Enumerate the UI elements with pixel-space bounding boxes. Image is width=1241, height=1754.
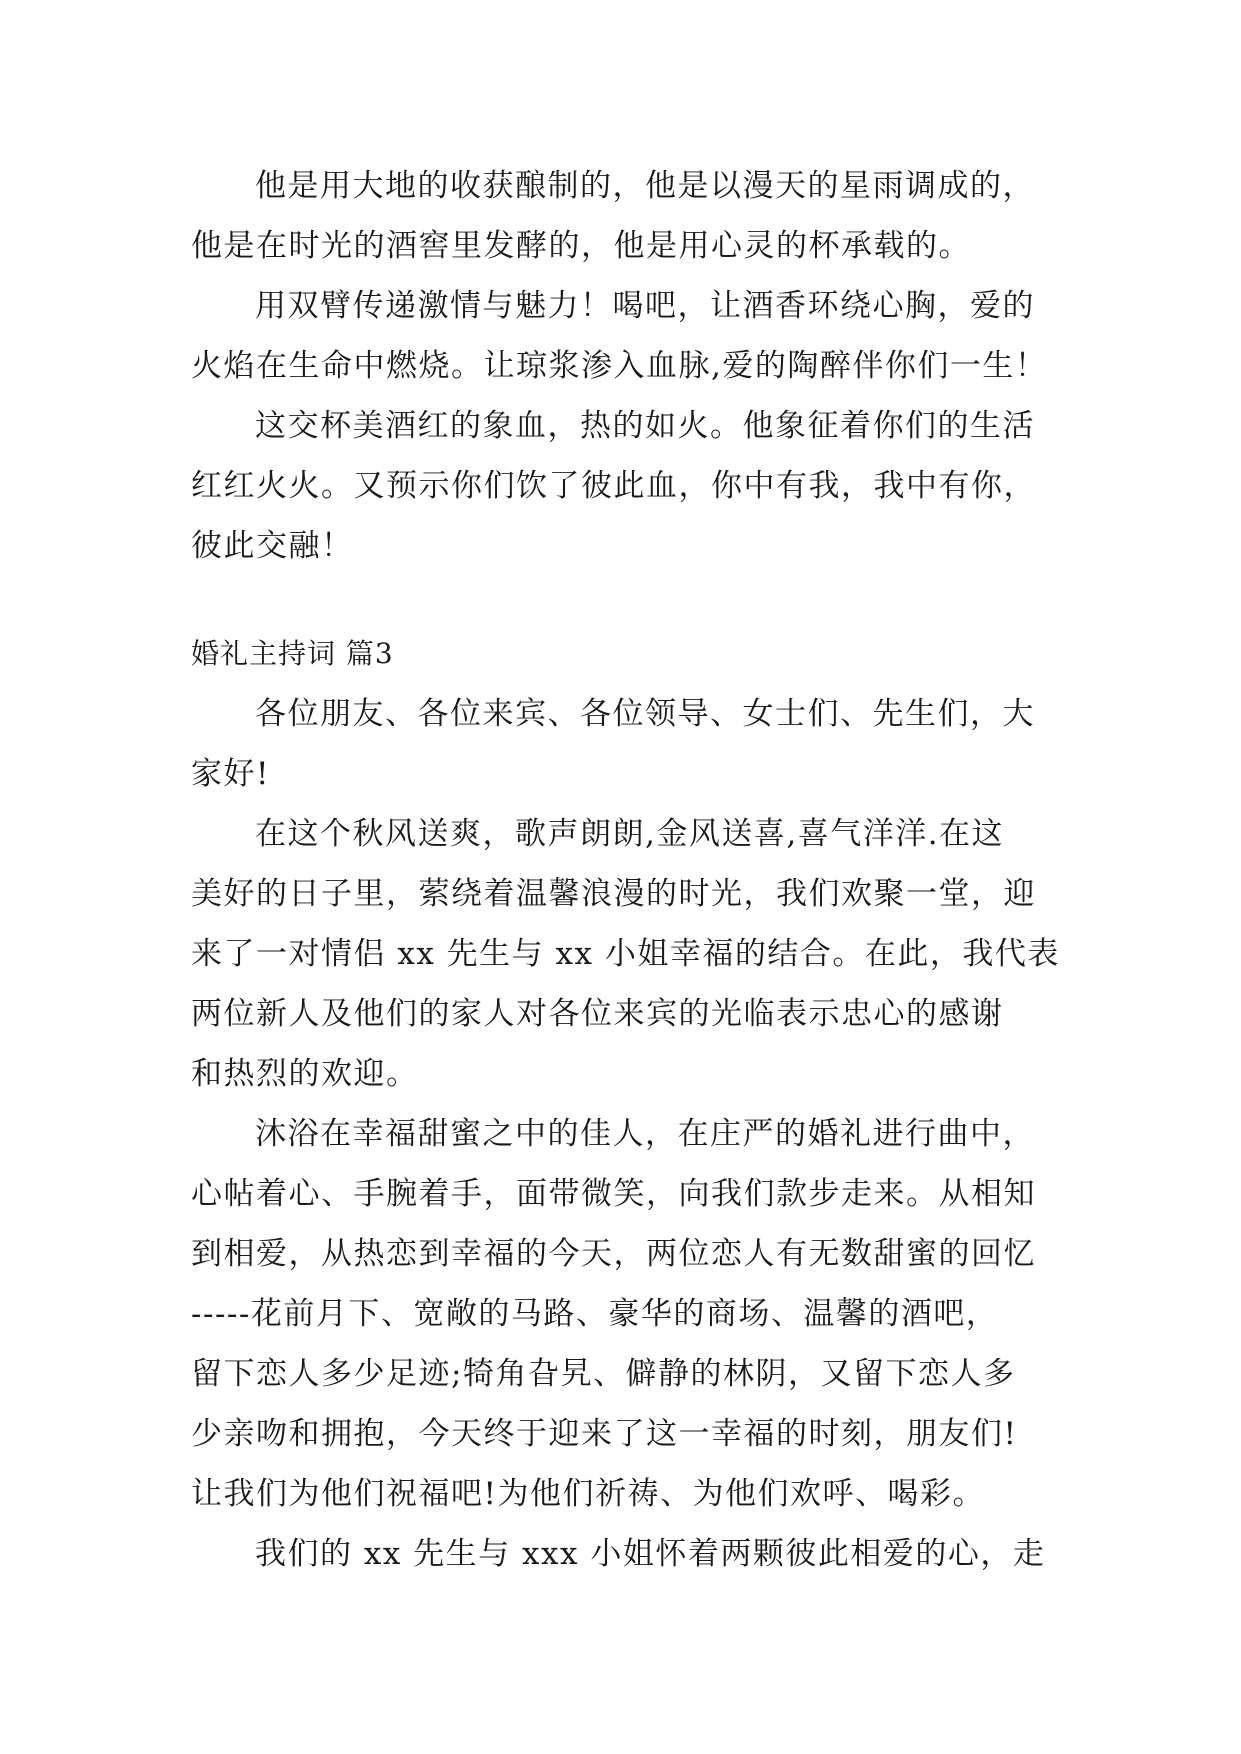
paragraph-line: 红红火火。又预示你们饮了彼此血，你中有我，我中有你，: [191, 468, 1036, 504]
paragraph-line: 他是在时光的酒窖里发酵的，他是用心灵的杯承载的。: [191, 228, 971, 264]
paragraph-line: 来了一对情侣 xx 先生与 xx 小姐幸福的结合。在此，我代表: [191, 936, 1060, 972]
paragraph-line: 到相爱，从热恋到幸福的今天，两位恋人有无数甜蜜的回忆: [191, 1236, 1036, 1272]
paragraph-line: 彼此交融！: [191, 528, 354, 564]
paragraph-line: 留下恋人多少足迹;犄角旮旯、僻静的林阴，又留下恋人多: [191, 1356, 1016, 1392]
paragraph-line: 少亲吻和拥抱，今天终于迎来了这一幸福的时刻，朋友们!: [191, 1416, 1018, 1452]
paragraph-line: 用双臂传递激情与魅力！喝吧，让酒香环绕心胸，爱的: [255, 288, 1035, 324]
paragraph-line: 让我们为他们祝福吧!为他们祈祷、为他们欢呼、喝彩。: [191, 1476, 985, 1512]
paragraph-line: 他是用大地的收获酿制的，他是以漫天的星雨调成的，: [255, 168, 1035, 204]
paragraph-line: 我们的 xx 先生与 xxx 小姐怀着两颗彼此相爱的心，走: [255, 1536, 1046, 1572]
paragraph-line: 火焰在生命中燃烧。让琼浆渗入血脉,爱的陶醉伴你们一生！: [191, 348, 1048, 384]
paragraph-line: 家好!: [191, 756, 270, 792]
paragraph-line: 沐浴在幸福甜蜜之中的佳人，在庄严的婚礼进行曲中，: [255, 1116, 1035, 1152]
paragraph-line: 美好的日子里，萦绕着温馨浪漫的时光，我们欢聚一堂，迎: [191, 876, 1036, 912]
paragraph-line: 两位新人及他们的家人对各位来宾的光临表示忠心的感谢: [191, 996, 1004, 1032]
paragraph-line: 在这个秋风送爽，歌声朗朗,金风送喜,喜气洋洋.在这: [255, 816, 1005, 852]
paragraph-line: 各位朋友、各位来宾、各位领导、女士们、先生们，大: [255, 696, 1035, 732]
section-heading: 婚礼主持词 篇3: [191, 637, 394, 670]
paragraph-line: 这交杯美酒红的象血，热的如火。他象征着你们的生活: [255, 408, 1035, 444]
paragraph-line: 心帖着心、手腕着手，面带微笑，向我们款步走来。从相知: [191, 1176, 1036, 1212]
paragraph-line: -----花前月下、宽敞的马路、豪华的商场、温馨的酒吧，: [191, 1296, 999, 1332]
paragraph-line: 和热烈的欢迎。: [191, 1056, 419, 1092]
